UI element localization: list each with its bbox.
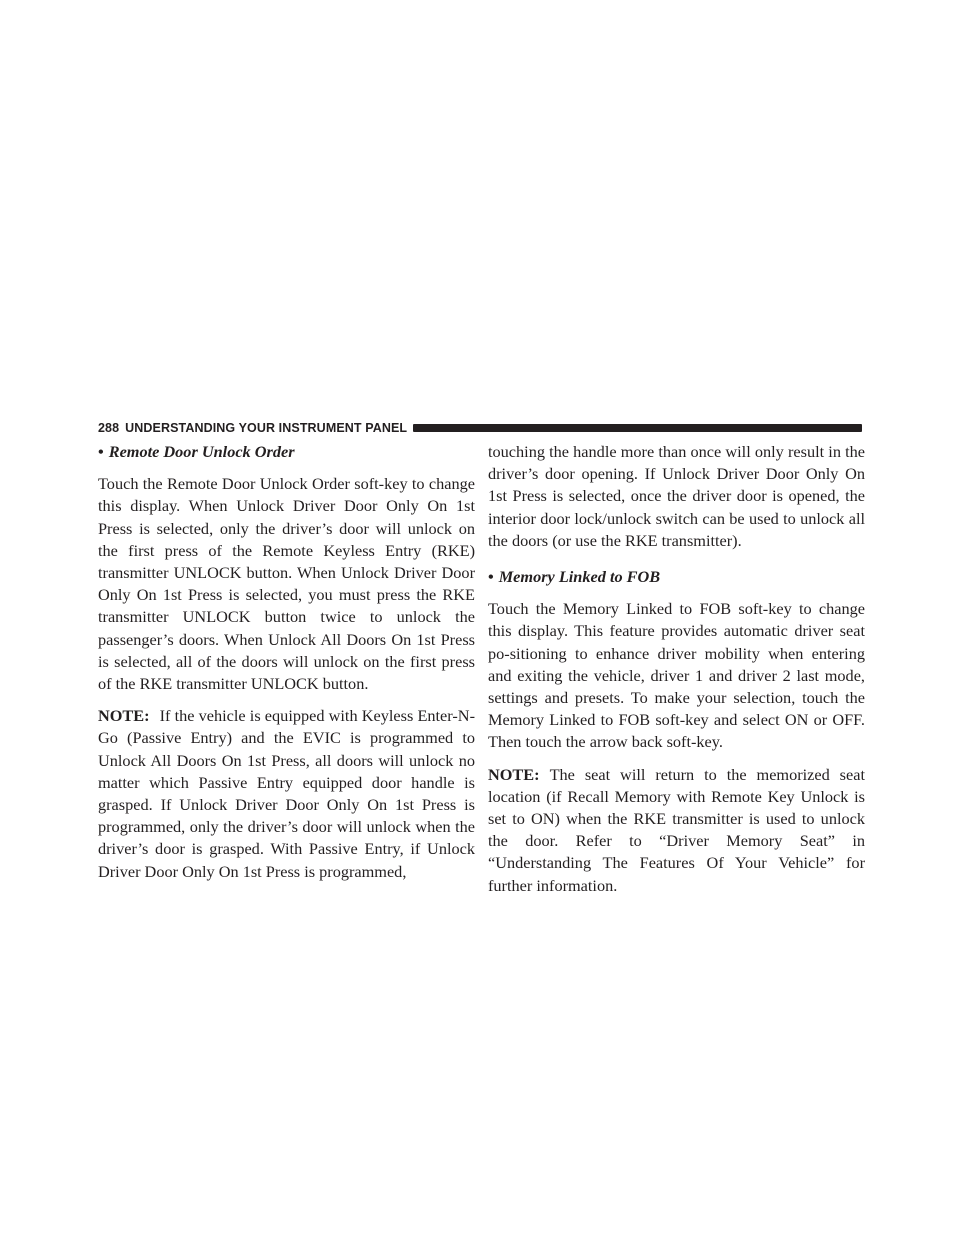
left-column <box>98 441 475 893</box>
memory-linked-fob-paragraph: Touch the Memory Linked to FOB soft-key to change this display. This feature provides automatic driver seat po-sitioning to enhance driver mobility when entering and exiting the vehicle, driver 1 and driver 2 last mode, settings and presets. To make your selection, touch the Memory Linked to FOB soft-key and select ON or OFF. Then touch the arrow back soft-key. <box>488 599 865 752</box>
note-label: NOTE: <box>98 706 150 726</box>
heading-text: Memory Linked to FOB <box>498 567 661 587</box>
right-column <box>488 441 865 907</box>
bullet-icon: • <box>98 442 104 461</box>
note-paragraph <box>488 764 865 897</box>
note-text: If the vehicle is equipped with Keyless Enter-N-Go (Passive Entry) and the EVIC is programmed to Unlock All Doors On 1st Press, all doors will unlock no matter which Passive Entry equipped door handle is grasped. If Unlock Driver Door Only On 1st Press is programmed, only the driver’s door will unlock when the driver’s door is grasped. With Passive Entry, if Unlock Driver Door Only On 1st Press is programmed, <box>98 706 475 881</box>
note-label: NOTE: <box>488 764 540 784</box>
note-text: The seat will return to the memorized seat location (if Recall Memory with Remote Key Unlock is set to ON) when the RKE transmitter is used to unlock the door. Refer to “Driver Memory Seat” in “Understanding The Features Of Your Vehicle” for further information. <box>488 764 865 895</box>
page-number: 288 <box>98 421 120 435</box>
note-paragraph <box>98 705 475 883</box>
section-title: UNDERSTANDING YOUR INSTRUMENT PANEL <box>125 421 408 435</box>
continuation-paragraph: touching the handle more than once will only result in the driver’s door opening. If Unlock Driver Door Only On 1st Press is selected, once the driver door is opened, the interior door lock/unlock switch can be used to unlock all the doors (or use the RKE transmitter). <box>488 442 865 550</box>
remote-door-unlock-heading <box>98 441 475 463</box>
page-header <box>98 420 862 436</box>
heading-text: Remote Door Unlock Order <box>108 442 295 461</box>
bullet-icon: • <box>488 567 494 587</box>
header-rule <box>413 424 862 432</box>
memory-linked-fob-heading <box>488 566 865 588</box>
remote-door-unlock-paragraph: Touch the Remote Door Unlock Order soft-key to change this display. When Unlock Driver Door Only On 1st Press is selected, only the driver’s door will unlock on the first press of the Remote Keyless Entry (RKE) transmitter UNLOCK button. When Unlock Driver Door Only On 1st Press is selected, you must press the RKE transmitter UNLOCK button twice to unlock the passenger’s doors. When Unlock All Doors On 1st Press is selected, all of the doors will unlock on the first press of the RKE transmitter UNLOCK button. <box>98 474 475 694</box>
